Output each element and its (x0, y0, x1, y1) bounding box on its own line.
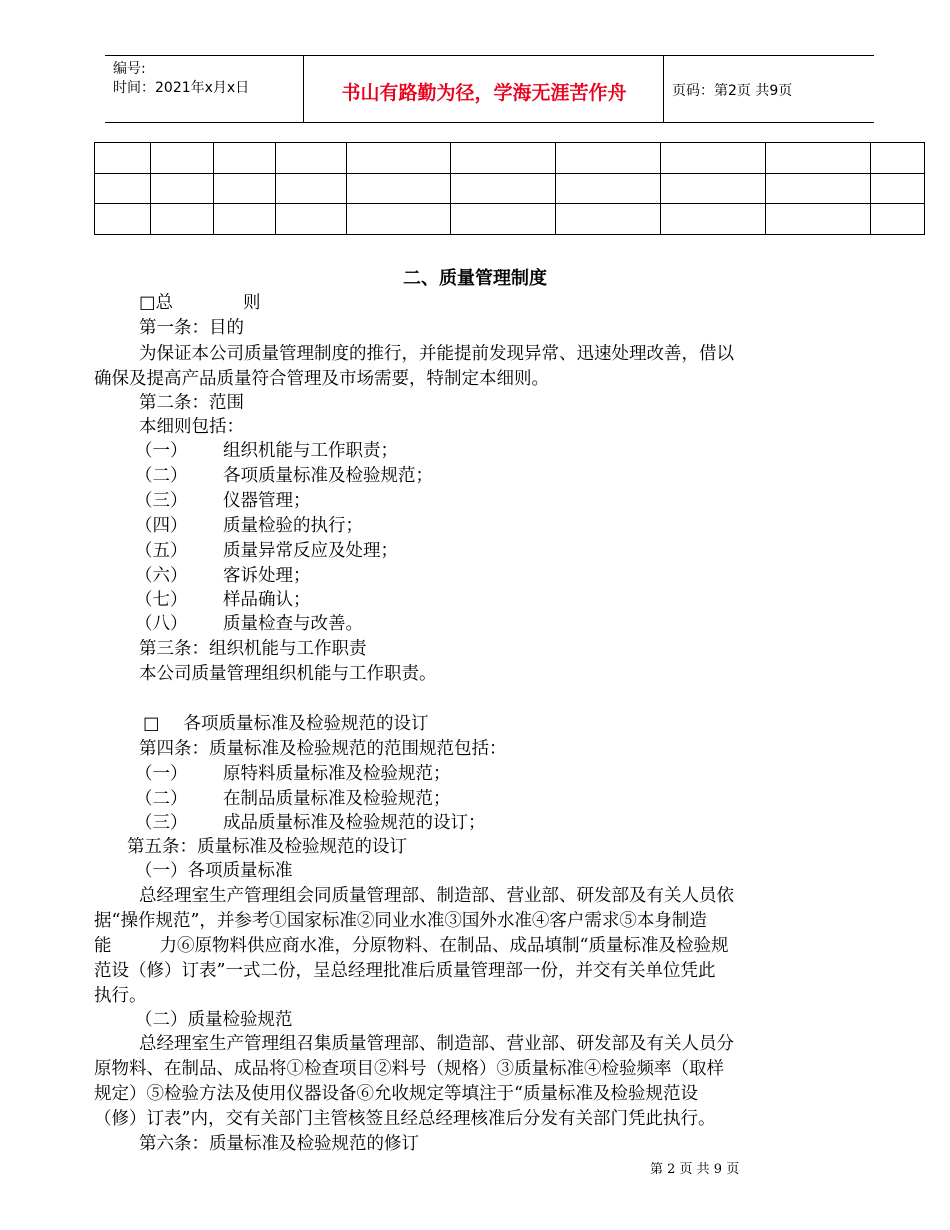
list-item: （三） 仪器管理； (135, 491, 311, 511)
list-item: （六） 客诉处理； (135, 566, 311, 586)
article-5-heading: 第五条：质量标准及检验规范的设订 (127, 837, 407, 857)
list-item: （一） 组织机能与工作职责； (135, 441, 398, 461)
list-item: （五） 质量异常反应及处理； (135, 541, 398, 561)
checkbox-icon: □ (139, 293, 156, 313)
article-2-heading: 第二条：范围 (139, 393, 244, 413)
list-item: （一） 原特料质量标准及检验规范； (135, 764, 451, 784)
header-motto: 书山有路勤为径，学海无涯苦作舟 (341, 82, 627, 104)
section-title: 二、质量管理制度 (403, 268, 547, 289)
paragraph-line: （修）订表”内，交有关部门主管核签且经总经理核准后分发有关部门凭此执行。 (94, 1109, 716, 1129)
article-3-text: 本公司质量管理组织机能与工作职责。 (139, 664, 437, 684)
paragraph-line: 原物料、在制品、成品将①检查项目②料号（规格）③质量标准④检验频率（取样 (94, 1059, 724, 1079)
list-item: （三） 成品质量标准及检验规范的设订； (135, 813, 486, 833)
document-date-label: 时间：2021年x月x日 (113, 80, 250, 96)
article-4-heading: 第四条：质量标准及检验规范的范围规范包括： (139, 739, 507, 759)
document-number-label: 编号: (113, 61, 146, 77)
checkbox-icon: □ (143, 714, 160, 734)
header-page-label: 页码：第2页 共9页 (672, 83, 793, 99)
paragraph-line: 能 力⑥原物料供应商水准，分原物料、在制品、成品填制“质量标准及检验规 (94, 936, 729, 956)
article-1-text: 为保证本公司质量管理制度的推行，并能提前发现异常、迅速处理改善，借以 (139, 344, 734, 364)
article-2-intro: 本细则包括： (139, 417, 244, 437)
list-item: （四） 质量检验的执行； (135, 516, 363, 536)
list-item: （二） 在制品质量标准及检验规范； (135, 789, 451, 809)
paragraph-line: 规定）⑤检验方法及使用仪器设备⑥允收规定等填注于“质量标准及检验规范设 (94, 1084, 698, 1104)
article-1-heading: 第一条：目的 (139, 318, 244, 338)
subsection-heading: （二）质量检验规范 (135, 1010, 293, 1030)
header-meta (113, 60, 249, 98)
section-2-heading: □ 各项质量标准及检验规范的设订 (143, 714, 429, 734)
subsection-heading: （一）各项质量标准 (135, 861, 293, 881)
list-item: （二） 各项质量标准及检验规范； (135, 466, 433, 486)
paragraph-line: 据“操作规范”，并参考①国家标准②同业水准③国外水准④客户需求⑤本身制造 (94, 911, 707, 931)
article-1-text: 确保及提高产品质量符合管理及市场需要，特制定本细则。 (94, 369, 549, 389)
header-divider (303, 56, 304, 122)
empty-table (94, 142, 925, 235)
table-row (95, 143, 925, 174)
list-item: （七） 样品确认； (135, 590, 311, 610)
table-row (95, 173, 925, 204)
general-heading: □总 则 (139, 293, 261, 313)
article-3-heading: 第三条：组织机能与工作职责 (139, 639, 367, 659)
paragraph-line: 执行。 (94, 986, 147, 1006)
paragraph-line: 总经理室生产管理组召集质量管理部、制造部、营业部、研发部及有关人员分 (139, 1034, 734, 1054)
document-header (105, 55, 874, 123)
table-row (95, 204, 925, 235)
header-divider (663, 56, 664, 122)
list-item: （八） 质量检查与改善。 (135, 614, 363, 634)
paragraph-line: 范设（修）订表”一式二份，呈总经理批准后质量管理部一份，并交有关单位凭此 (94, 961, 716, 981)
page-footer: 第 2 页 共 9 页 (650, 1162, 740, 1177)
paragraph-line: 总经理室生产管理组会同质量管理部、制造部、营业部、研发部及有关人员依 (139, 886, 734, 906)
article-6-heading: 第六条：质量标准及检验规范的修订 (139, 1134, 419, 1154)
